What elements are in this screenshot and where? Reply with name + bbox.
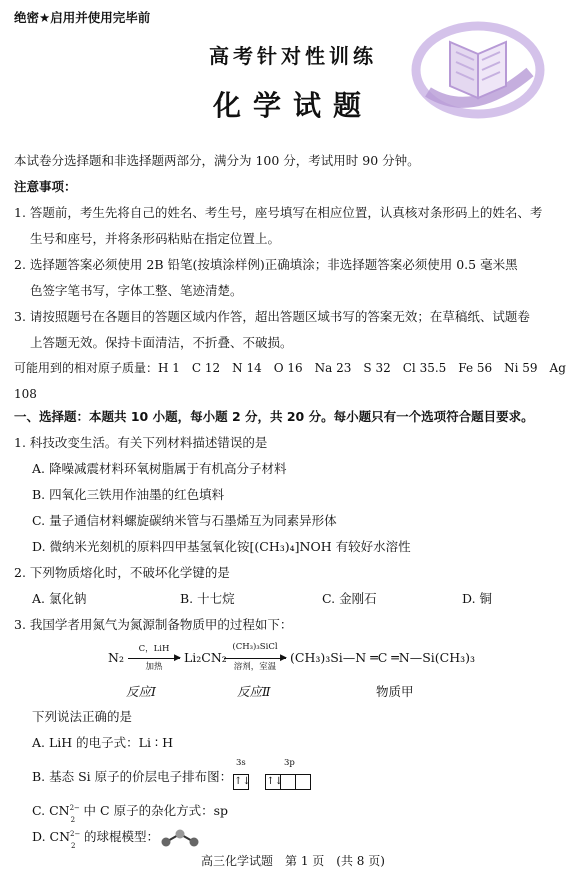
reaction-2-conditions-top: (CH₃)₃SiCl — [232, 642, 278, 652]
cn2-ion-c: 2− 2 — [69, 804, 80, 824]
ball-stick-model-image — [160, 828, 200, 848]
q3-option-c-text: 中 C 原子的杂化方式：sp — [79, 803, 228, 818]
reaction-2-arrow — [224, 658, 286, 659]
reaction-2-conditions-bottom: 溶剂，室温 — [233, 662, 277, 672]
reaction-1-arrow — [128, 658, 180, 659]
label-reaction-1: 反应Ⅰ — [126, 684, 156, 699]
q2-option-c: C. 金刚石 — [322, 591, 377, 606]
orbital-3p-label: 3p — [284, 758, 295, 768]
q3-option-d-text: 的球棍模型： — [80, 829, 160, 844]
notes-title: 注意事项： — [14, 179, 77, 194]
note-2-line-1: 2. 选择题答案必须使用 2B 铅笔(按填涂样例)正确填涂；非选择题答案必须使用 0.5 毫米黑 — [14, 257, 518, 272]
q1-option-b: B. 四氧化三铁用作油墨的红色填料 — [32, 487, 225, 502]
q3-option-c-prefix: C. CN — [32, 803, 70, 818]
q3-sub-stem: 下列说法正确的是 — [32, 709, 133, 724]
atomic-masses: 可能用到的相对原子质量：H 1 C 12 N 14 O 16 Na 23 S 32 Cl 35.5 Fe 56 Ni 59 Ag 108 — [14, 361, 566, 401]
q1-option-a: A. 降噪减震材料环氧树脂属于有机高分子材料 — [32, 461, 287, 476]
orbital-3p-box-2 — [280, 774, 296, 790]
note-2-line-2: 色签字笔书写，字体工整、笔迹清楚。 — [30, 283, 243, 298]
q3-option-d-prefix: D. CN — [32, 829, 71, 844]
label-reaction-2: 反应Ⅱ — [237, 684, 271, 699]
confidential-mark: 绝密★启用并使用完毕前 — [14, 10, 151, 25]
q3-option-a: A. LiH 的电子式：Li ∶ H — [32, 735, 174, 750]
q2-option-a: A. 氯化钠 — [32, 591, 87, 606]
cn2-ion-d: 2− 2 — [70, 830, 81, 850]
reaction-1-conditions-bottom: 加热 — [145, 662, 163, 672]
reaction-1-conditions-top: C，LiH — [138, 644, 170, 654]
reactant-n2: N₂ — [108, 650, 124, 665]
question-1-stem: 1. 科技改变生活。有关下列材料描述错误的是 — [14, 435, 268, 450]
orbital-3p-box-1: ↑↓ — [265, 774, 281, 790]
orbital-3p-box-3 — [295, 774, 311, 790]
subject-title: 化学试题 — [212, 89, 373, 122]
q1-option-c: C. 量子通信材料螺旋碳纳米管与石墨烯互为同素异形体 — [32, 513, 337, 528]
exam-title: 高考针对性训练 — [209, 44, 377, 68]
q2-option-d: D. 铜 — [462, 591, 493, 606]
section-1-heading: 一、选择题：本题共 10 小题，每小题 2 分，共 20 分。每小题只有一个选项符合题目要求。 — [14, 409, 534, 424]
note-3-line-1: 3. 请按照题号在各题目的答题区域内作答，超出答题区域书写的答案无效；在草稿纸、试题卷 — [14, 309, 530, 324]
q3-option-b-text: B. 基态 Si 原子的价层电子排布图： — [32, 769, 233, 784]
note-1-line-2: 生号和座号，并将条形码粘贴在指定位置上。 — [30, 231, 281, 246]
q3-option-d — [32, 824, 159, 850]
label-substance-a: 物质甲 — [376, 684, 414, 699]
question-3-stem: 3. 我国学者用氮气为氮源制备物质甲的过程如下： — [14, 617, 293, 632]
orbital-3s-label: 3s — [236, 758, 246, 768]
q2-option-b: B. 十七烷 — [180, 591, 235, 606]
intro-text: 本试卷分选择题和非选择题两部分，满分为 100 分，考试用时 90 分钟。 — [14, 153, 420, 168]
note-3-line-2: 上答题无效。保持卡面清洁，不折叠、不破损。 — [30, 335, 293, 350]
intermediate-li2cn2: Li₂CN₂ — [184, 650, 227, 665]
product-formula: (CH₃)₃Si—N ═C ═N—Si(CH₃)₃ — [290, 650, 476, 665]
page-footer: 高三化学试题 第 1 页 (共 8 页) — [201, 854, 385, 868]
reaction-2-arrowhead: ▶ — [280, 653, 287, 663]
orbital-3s-box: ↑↓ — [233, 774, 249, 790]
q3-option-c — [32, 798, 228, 824]
question-2-stem: 2. 下列物质熔化时，不破坏化学键的是 — [14, 565, 230, 580]
reaction-1-arrowhead: ▶ — [174, 653, 181, 663]
q1-option-d: D. 微纳米光刻机的原料四甲基氢氧化铵[(CH₃)₄]NOH 有较好水溶性 — [32, 539, 411, 554]
note-1-line-1: 1. 答题前，考生先将自己的姓名、考生号，座号填写在相应位置，认真核对条形码上的姓名、考 — [14, 205, 543, 220]
orbital-diagram — [233, 771, 311, 790]
